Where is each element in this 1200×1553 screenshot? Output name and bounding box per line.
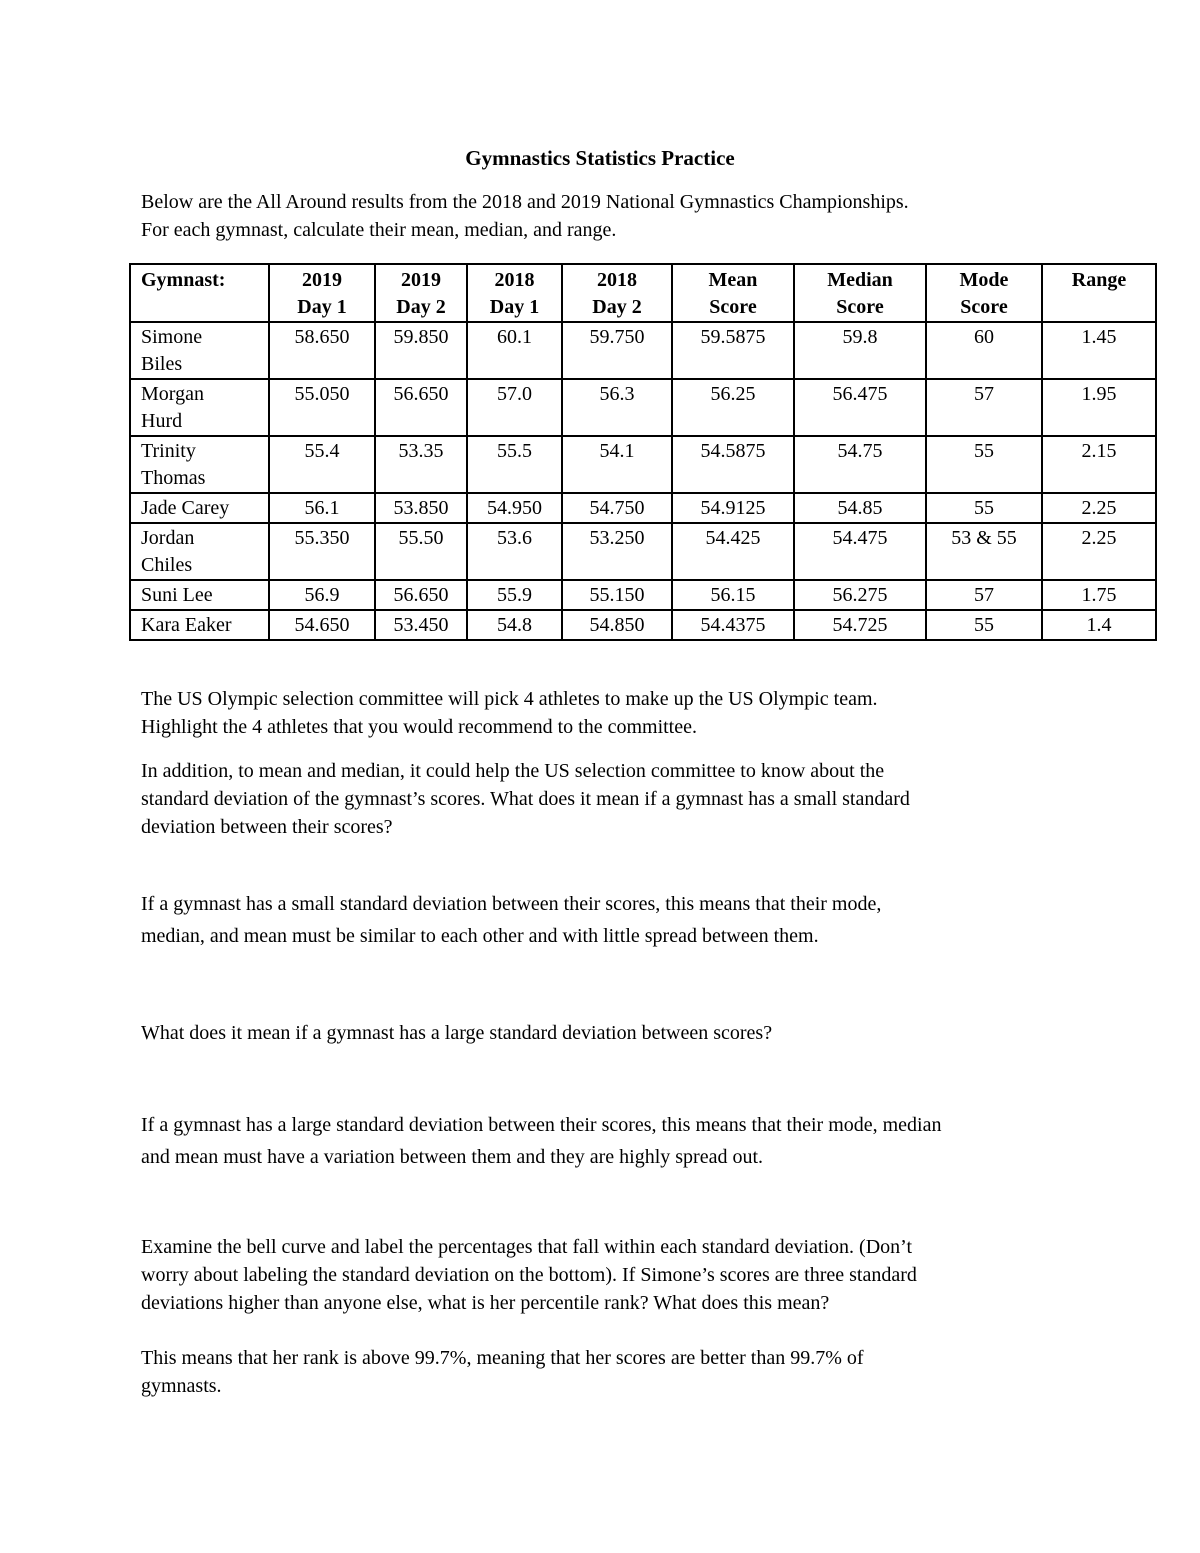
- score-cell: 54.850: [562, 610, 672, 640]
- answer-line: This means that her rank is above 99.7%, meaning that her scores are better than 99.7% of: [141, 1347, 864, 1369]
- intro-line: Below are the All Around results from the 2018 and 2019 National Gymnastics Championships.: [141, 191, 909, 213]
- answer-line: gymnasts.: [141, 1375, 222, 1397]
- committee-line: Highlight the 4 athletes that you would recommend to the committee.: [141, 716, 697, 738]
- median-cell: 54.725: [794, 610, 926, 640]
- question-line: standard deviation of the gymnast’s scores. What does it mean if a gymnast has a small standard: [141, 788, 910, 810]
- question-line: deviation between their scores?: [141, 816, 393, 838]
- question-small-sd: [141, 757, 1101, 841]
- median-cell: 54.475: [794, 523, 926, 580]
- table-row: [130, 379, 1156, 436]
- gymnast-name-cell: Simone Biles: [130, 322, 269, 379]
- mean-cell: 54.4375: [672, 610, 794, 640]
- score-cell: 55.350: [269, 523, 375, 580]
- score-cell: 56.3: [562, 379, 672, 436]
- question-line: Examine the bell curve and label the percentages that fall within each standard deviation. (Don’t: [141, 1236, 913, 1258]
- question-bell-curve: [141, 1233, 1101, 1317]
- range-cell: 2.15: [1042, 436, 1156, 493]
- score-cell: 55.150: [562, 580, 672, 610]
- score-cell: 53.6: [467, 523, 562, 580]
- score-cell: 54.650: [269, 610, 375, 640]
- score-cell: 55.5: [467, 436, 562, 493]
- score-cell: 58.650: [269, 322, 375, 379]
- score-cell: 53.35: [375, 436, 467, 493]
- mode-cell: 53 & 55: [926, 523, 1042, 580]
- answer-line: median, and mean must be similar to each other and with little spread between them.: [141, 925, 819, 947]
- intro-line: For each gymnast, calculate their mean, median, and range.: [141, 219, 617, 241]
- question-large-sd: [141, 1019, 1101, 1047]
- results-table: [129, 263, 1157, 641]
- answer-small-sd: [141, 888, 1101, 952]
- score-cell: 55.50: [375, 523, 467, 580]
- answer-line: If a gymnast has a small standard deviation between their scores, this means that their mode,: [141, 893, 882, 915]
- score-cell: 60.1: [467, 322, 562, 379]
- score-cell: 54.950: [467, 493, 562, 523]
- score-cell: 53.850: [375, 493, 467, 523]
- committee-line: The US Olympic selection committee will pick 4 athletes to make up the US Olympic team.: [141, 688, 878, 710]
- header-cell-median: Median Score: [794, 264, 926, 322]
- score-cell: 56.650: [375, 580, 467, 610]
- range-cell: 1.75: [1042, 580, 1156, 610]
- gymnast-name-cell: Jordan Chiles: [130, 523, 269, 580]
- question-line: deviations higher than anyone else, what is her percentile rank? What does this mean?: [141, 1292, 830, 1314]
- mode-cell: 57: [926, 379, 1042, 436]
- score-cell: 53.250: [562, 523, 672, 580]
- question-line: What does it mean if a gymnast has a large standard deviation between scores?: [141, 1022, 773, 1044]
- range-cell: 1.45: [1042, 322, 1156, 379]
- score-cell: 55.4: [269, 436, 375, 493]
- header-cell-gymnast: Gymnast:: [130, 264, 269, 322]
- mean-cell: 54.9125: [672, 493, 794, 523]
- table-row: [130, 523, 1156, 580]
- mode-cell: 57: [926, 580, 1042, 610]
- score-cell: 56.650: [375, 379, 467, 436]
- answer-large-sd: [141, 1109, 1101, 1173]
- gymnast-name-cell: Kara Eaker: [130, 610, 269, 640]
- score-cell: 54.8: [467, 610, 562, 640]
- gymnast-name-cell: Morgan Hurd: [130, 379, 269, 436]
- page-title: Gymnastics Statistics Practice: [465, 146, 735, 170]
- mode-cell: 55: [926, 436, 1042, 493]
- median-cell: 56.475: [794, 379, 926, 436]
- committee-paragraph: [141, 685, 1101, 741]
- range-cell: 1.95: [1042, 379, 1156, 436]
- range-cell: 1.4: [1042, 610, 1156, 640]
- score-cell: 53.450: [375, 610, 467, 640]
- score-cell: 54.1: [562, 436, 672, 493]
- table-row: [130, 580, 1156, 610]
- median-cell: 54.75: [794, 436, 926, 493]
- score-cell: 54.750: [562, 493, 672, 523]
- table-row: [130, 493, 1156, 523]
- score-cell: 59.850: [375, 322, 467, 379]
- gymnast-name-cell: Trinity Thomas: [130, 436, 269, 493]
- question-line: In addition, to mean and median, it could help the US selection committee to know about the: [141, 760, 885, 782]
- score-cell: 55.9: [467, 580, 562, 610]
- median-cell: 54.85: [794, 493, 926, 523]
- score-cell: 55.050: [269, 379, 375, 436]
- mean-cell: 54.425: [672, 523, 794, 580]
- gymnast-name-cell: Suni Lee: [130, 580, 269, 610]
- table-row: [130, 322, 1156, 379]
- range-cell: 2.25: [1042, 493, 1156, 523]
- mode-cell: 55: [926, 493, 1042, 523]
- mean-cell: 56.25: [672, 379, 794, 436]
- mean-cell: 59.5875: [672, 322, 794, 379]
- mode-cell: 55: [926, 610, 1042, 640]
- header-cell-mode: Mode Score: [926, 264, 1042, 322]
- mode-cell: 60: [926, 322, 1042, 379]
- score-cell: 57.0: [467, 379, 562, 436]
- table-row: [130, 436, 1156, 493]
- intro-paragraph: [141, 188, 1101, 244]
- header-cell-2019-day2: 2019 Day 2: [375, 264, 467, 322]
- header-cell-2018-day1: 2018 Day 1: [467, 264, 562, 322]
- table-row: [130, 610, 1156, 640]
- answer-bell-curve: [141, 1344, 1101, 1400]
- mean-cell: 54.5875: [672, 436, 794, 493]
- answer-line: If a gymnast has a large standard deviation between their scores, this means that their mode, median: [141, 1114, 942, 1136]
- median-cell: 56.275: [794, 580, 926, 610]
- header-cell-mean: Mean Score: [672, 264, 794, 322]
- median-cell: 59.8: [794, 322, 926, 379]
- score-cell: 59.750: [562, 322, 672, 379]
- question-line: worry about labeling the standard deviation on the bottom). If Simone’s scores are three standard: [141, 1264, 917, 1286]
- range-cell: 2.25: [1042, 523, 1156, 580]
- score-cell: 56.1: [269, 493, 375, 523]
- answer-line: and mean must have a variation between them and they are highly spread out.: [141, 1146, 764, 1168]
- gymnast-name-cell: Jade Carey: [130, 493, 269, 523]
- header-cell-2018-day2: 2018 Day 2: [562, 264, 672, 322]
- header-cell-range: Range: [1042, 264, 1156, 322]
- score-cell: 56.9: [269, 580, 375, 610]
- header-row: [130, 264, 1156, 322]
- header-cell-2019-day1: 2019 Day 1: [269, 264, 375, 322]
- mean-cell: 56.15: [672, 580, 794, 610]
